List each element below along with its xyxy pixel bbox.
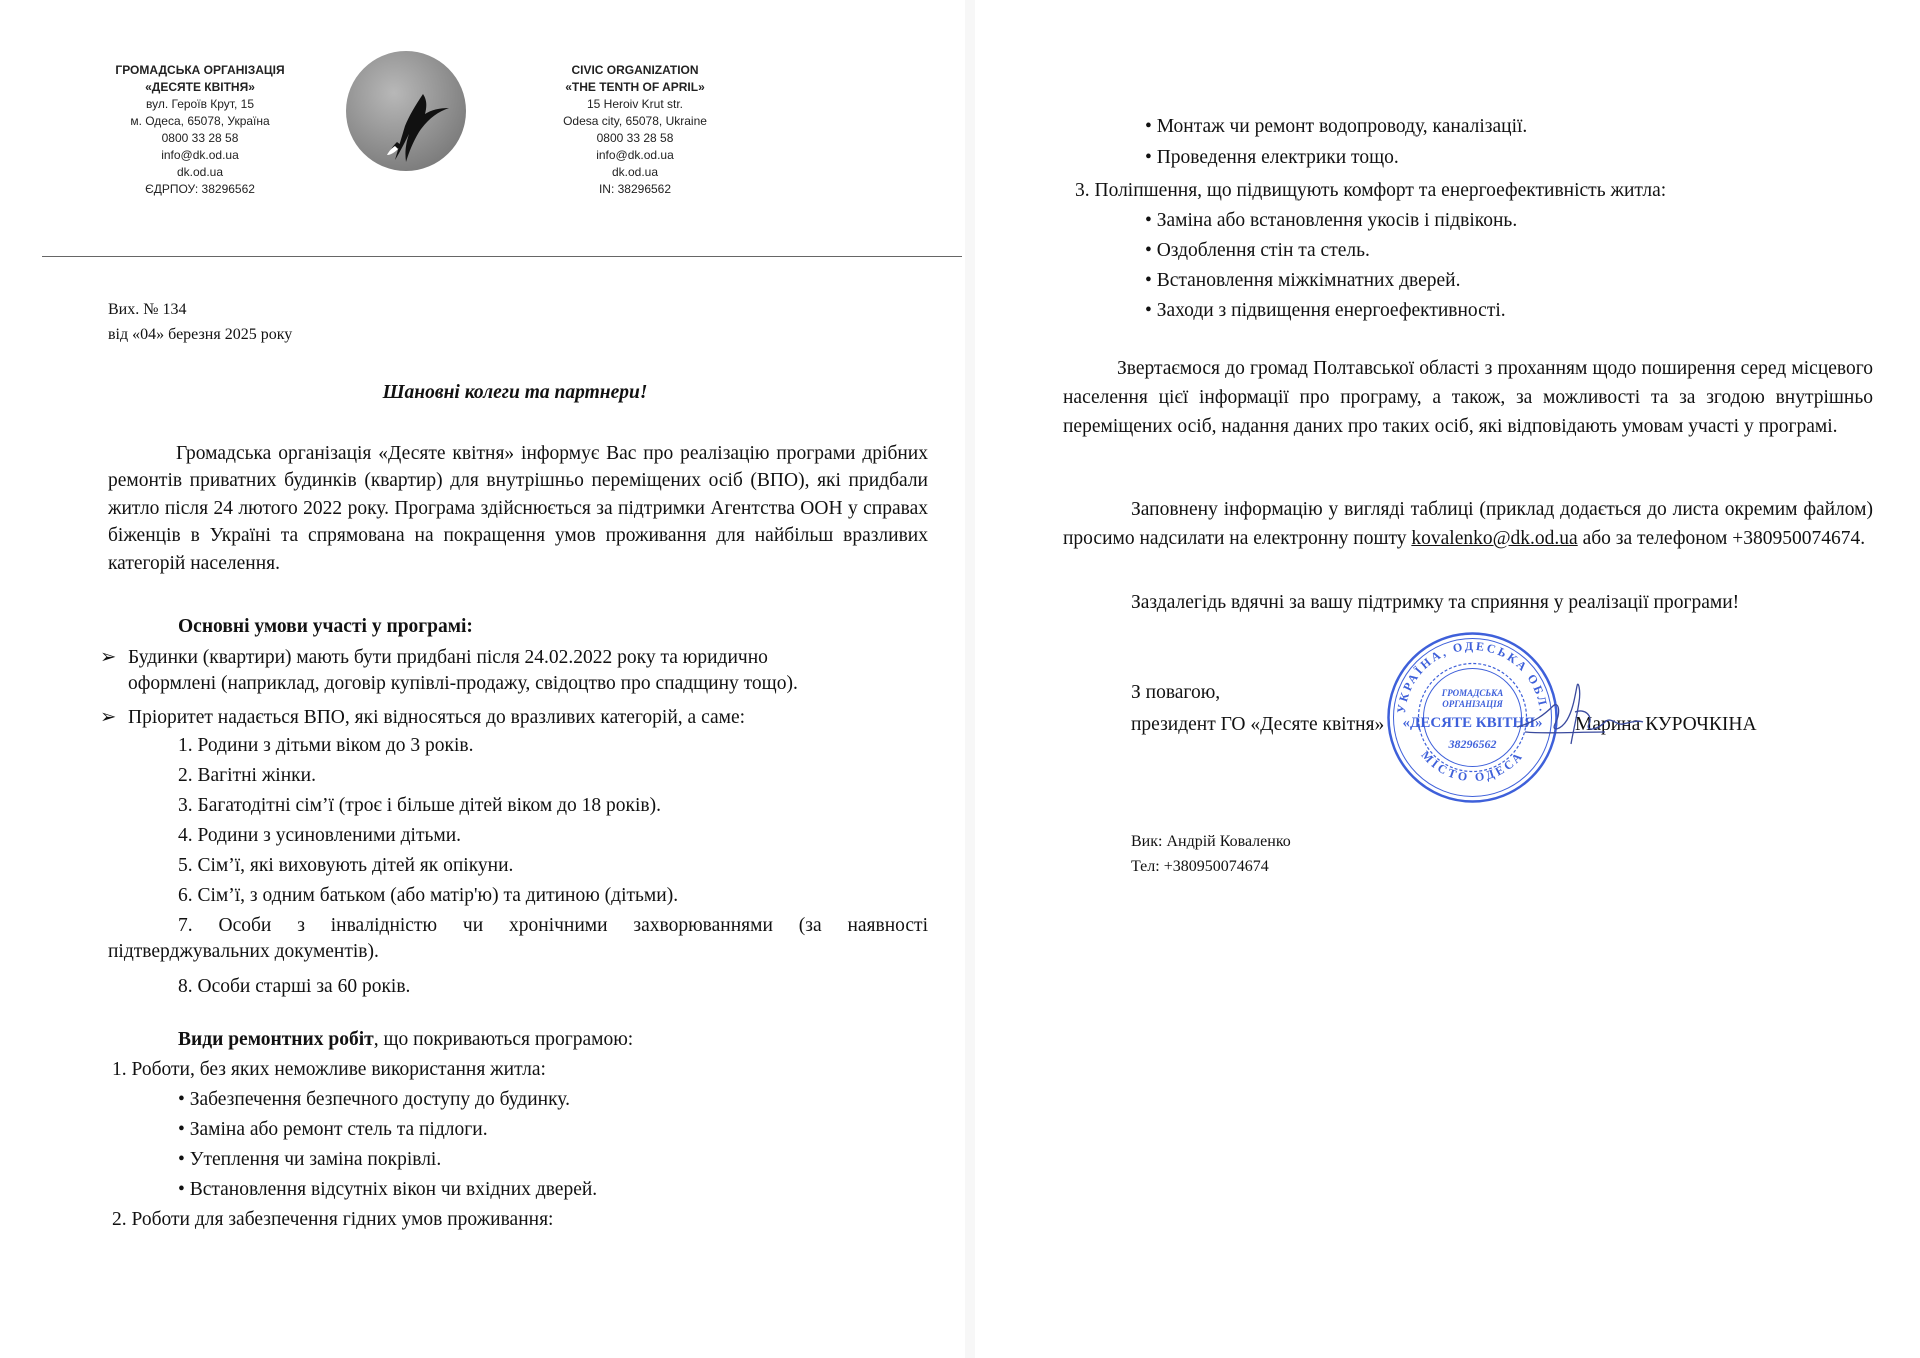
header-phone-en: 0800 33 28 58 [596,131,674,145]
arrow-bullet-icon: ➢ [100,647,117,668]
header-ukrainian [105,62,295,198]
category-7-line-2: підтверджувальних документів). [108,941,379,962]
condition-item-1 [100,645,930,697]
work-section-2-title: 2. Роботи для забезпечення гідних умов проживання: [112,1209,554,1230]
stamp-inner-line-2: ОРГАНІЗАЦІЯ [1442,699,1503,709]
condition-2-text: Пріоритет надається ВПО, які відносяться до вразливих категорій, а саме: [128,707,746,728]
header-phone: 0800 33 28 58 [161,131,239,145]
category-item: 6. Сім’ї, з одним батьком (або матір'ю) та дитиною (дітьми). [178,885,679,906]
request-text-before: Заповнену інформацію у вигляді таблиці (приклад додається до листа окремим файлом) просимо надсилати на електронну пошту [1063,499,1873,549]
works-heading-bold: Види ремонтних робіт [178,1029,374,1050]
work-section-2-items [1145,114,1527,176]
appeal-paragraph: Звертаємося до громад Полтавської області з проханням щодо поширення серед місцевого населення цієї інформації про програму, а також, за можливості та за згодою внутрішньо переміщених осіб, надання даних про таких осіб, які відповідають умовам участі у програмі. [1063,358,1873,437]
executor-name: Вик: Андрій Коваленко [1131,833,1291,850]
outgoing-number: Вих. № 134 [108,301,187,318]
header-email: info@dk.od.ua [161,148,239,162]
category-list [178,733,678,913]
category-item: 4. Родини з усиновленими дітьми. [178,825,462,846]
greeting: Шановні колеги та партнери! [382,382,648,403]
letter-date: від «04» березня 2025 року [108,326,293,343]
header-street: вул. Героїв Крут, 15 [146,97,254,111]
signature-icon [1515,672,1645,757]
work-item: • Оздоблення стін та стель. [1145,240,1370,261]
swallow-logo-icon [345,50,467,172]
header-divider [42,256,962,257]
header-org-type: ГРОМАДСЬКА ОРГАНІЗАЦІЯ [115,63,285,77]
condition-1-line-1: Будинки (квартири) мають бути придбані після 24.02.2022 року та юридично [128,647,768,668]
request-text-after: або за телефоном +380950074674. [1577,528,1866,549]
work-item: • Заміна або ремонт стель та підлоги. [178,1119,488,1140]
signer-name: Марина КУРОЧКІНА [1575,714,1757,735]
category-item: 3. Багатодітні сім’ї (троє і більше дітей віком до 18 років). [178,795,661,816]
category-item: 1. Родини з дітьми віком до 3 років. [178,735,474,756]
work-item: • Заміна або встановлення укосів і підвіконь. [1145,210,1518,231]
header-website-en: dk.od.ua [611,165,659,179]
stamp-code: 38296562 [1448,737,1497,751]
category-item-7 [108,913,928,965]
conditions-heading: Основні умови участі у програмі: [178,616,473,637]
regards-line: З повагою, [1131,682,1221,703]
work-item: • Заходи з підвищення енергоефективності. [1145,300,1506,321]
work-item: • Забезпечення безпечного доступу до будинку. [178,1089,570,1110]
header-edrpou: ЄДРПОУ: 38296562 [145,182,255,196]
header-org-name: «ДЕСЯТЕ КВІТНЯ» [145,80,255,94]
work-item: • Встановлення відсутніх вікон чи вхідних дверей. [178,1179,598,1200]
letter-page-2 [975,0,1920,1358]
category-item-8: 8. Особи старші за 60 років. [178,976,411,997]
header-website: dk.od.ua [176,165,224,179]
stamp-center: «ДЕСЯТЕ КВІТНЯ» [1402,715,1543,731]
header-city-en: Odesa city, 65078, Ukraine [563,114,707,128]
stamp-ring-top: УКРАЇНА, ОДЕСЬКА ОБЛ. [1393,638,1551,715]
work-section-1-title: 1. Роботи, без яких неможливе використання житла: [112,1059,546,1080]
category-7-line-1: 7. Особи з інвалідністю чи хронічними захворюваннями (за наявності [178,915,928,936]
work-section-3-items [1145,208,1517,328]
signer-title: президент ГО «Десяте квітня» [1131,714,1385,735]
works-heading-rest: , що покриваються програмою: [373,1029,634,1050]
work-item: • Встановлення міжкімнатних дверей. [1145,270,1461,291]
category-item: 2. Вагітні жінки. [178,765,316,786]
intro-paragraph: Громадська організація «Десяте квітня» інформує Вас про реалізацію програми дрібних ремонтів приватних будинків (квартир) для внутрішньо переміщених осіб (ВПО), які придбали житло після 24 лютого 2022 року. Програма здійснюється за підтримки Агентства ООН у справах біженців в Україні та спрямована на покращення умов проживання для найбільш вразливих категорій населення. [108,443,928,574]
category-item: 5. Сім’ї, які виховують дітей як опікуни. [178,855,514,876]
header-street-en: 15 Heroiv Krut str. [586,97,684,111]
header-org-name-en: «THE TENTH OF APRIL» [565,80,705,94]
thanks-line: Заздалегідь вдячні за вашу підтримку та сприяння у реалізації програми! [1131,592,1740,613]
request-paragraph [1063,495,1873,553]
executor-phone: Тел: +380950074674 [1131,858,1269,875]
arrow-bullet-icon: ➢ [100,707,117,728]
work-section-1-items [178,1087,597,1207]
header-english [540,62,730,198]
page-gutter [965,0,975,1358]
work-item: • Монтаж чи ремонт водопроводу, каналізації. [1145,116,1528,137]
work-item: • Утеплення чи заміна покрівлі. [178,1149,442,1170]
header-email-en: info@dk.od.ua [596,148,674,162]
work-section-3-title: 3. Поліпшення, що підвищують комфорт та енергоефективність житла: [1075,180,1667,201]
condition-1-line-2: оформлені (наприклад, договір купівлі-продажу, свідоцтво про спадщину тощо). [128,673,798,694]
header-in-en: IN: 38296562 [598,182,672,196]
stamp-inner-line-1: ГРОМАДСЬКА [1441,688,1504,698]
condition-item-2 [100,705,930,731]
works-heading [178,1027,633,1053]
header-org-type-en: CIVIC ORGANIZATION [571,63,699,77]
email-link[interactable]: kovalenko@dk.od.ua [1411,528,1578,549]
work-item: • Проведення електрики тощо. [1145,147,1399,168]
header-city: м. Одеса, 65078, Україна [130,114,270,128]
stamp-ring-bottom: МІСТО ОДЕСА [1418,747,1527,785]
